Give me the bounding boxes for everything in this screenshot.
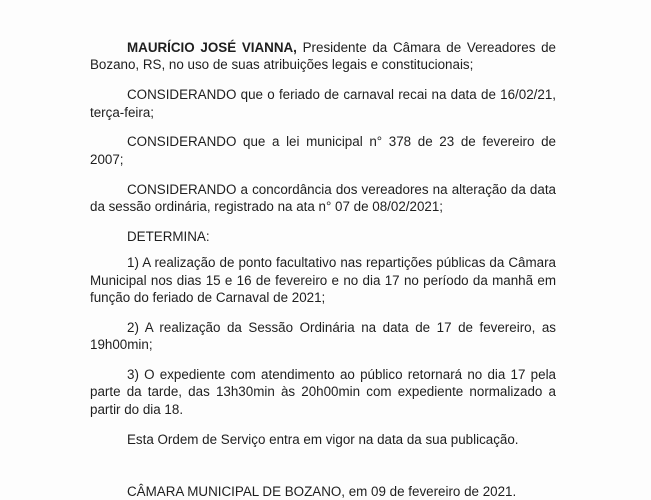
vigor-paragraph: Esta Ordem de Serviço entra em vigor na data da sua publicação. xyxy=(127,431,519,447)
considerando-paragraph-3: CONSIDERANDO a concordância dos vereadores na alteração da data da sessão ordinária, registrado na ata n° 07 de 08/02/2021; xyxy=(90,181,556,215)
header-paragraph xyxy=(90,39,556,74)
document-body xyxy=(90,39,556,500)
determina-heading: DETERMINA: xyxy=(127,228,210,244)
item-paragraph-2: 2) A realização da Sessão Ordinária na data de 17 de fevereiro, as 19h00min; xyxy=(90,319,556,353)
item-paragraph-1: 1) A realização de ponto facultativo nas repartições públicas da Câmara Municipal nos dias 15 e 16 de fevereiro e no dia 17 no período da manhã em função do feriado de Carnaval de 2021; xyxy=(90,255,556,306)
header-text: Presidente da Câmara de Vereadores de Bozano, RS, no uso de suas atribuições legais e constitucionais; xyxy=(90,40,556,73)
closing-line: CÂMARA MUNICIPAL DE BOZANO, em 09 de fevereiro de 2021. xyxy=(127,484,517,500)
item-paragraph-3: 3) O expediente com atendimento ao público retornará no dia 17 pela parte da tarde, das 13h30min às 20h00min com expediente normalizado a partir do dia 18. xyxy=(90,367,556,417)
considerando-paragraph-2: CONSIDERANDO que a lei municipal n° 378 de 23 de fevereiro de 2007; xyxy=(90,134,556,167)
president-name: MAURÍCIO JOSÉ VIANNA, xyxy=(127,40,297,55)
considerando-paragraph-1: CONSIDERANDO que o feriado de carnaval recai na data de 16/02/21, terça-feira; xyxy=(90,87,556,120)
